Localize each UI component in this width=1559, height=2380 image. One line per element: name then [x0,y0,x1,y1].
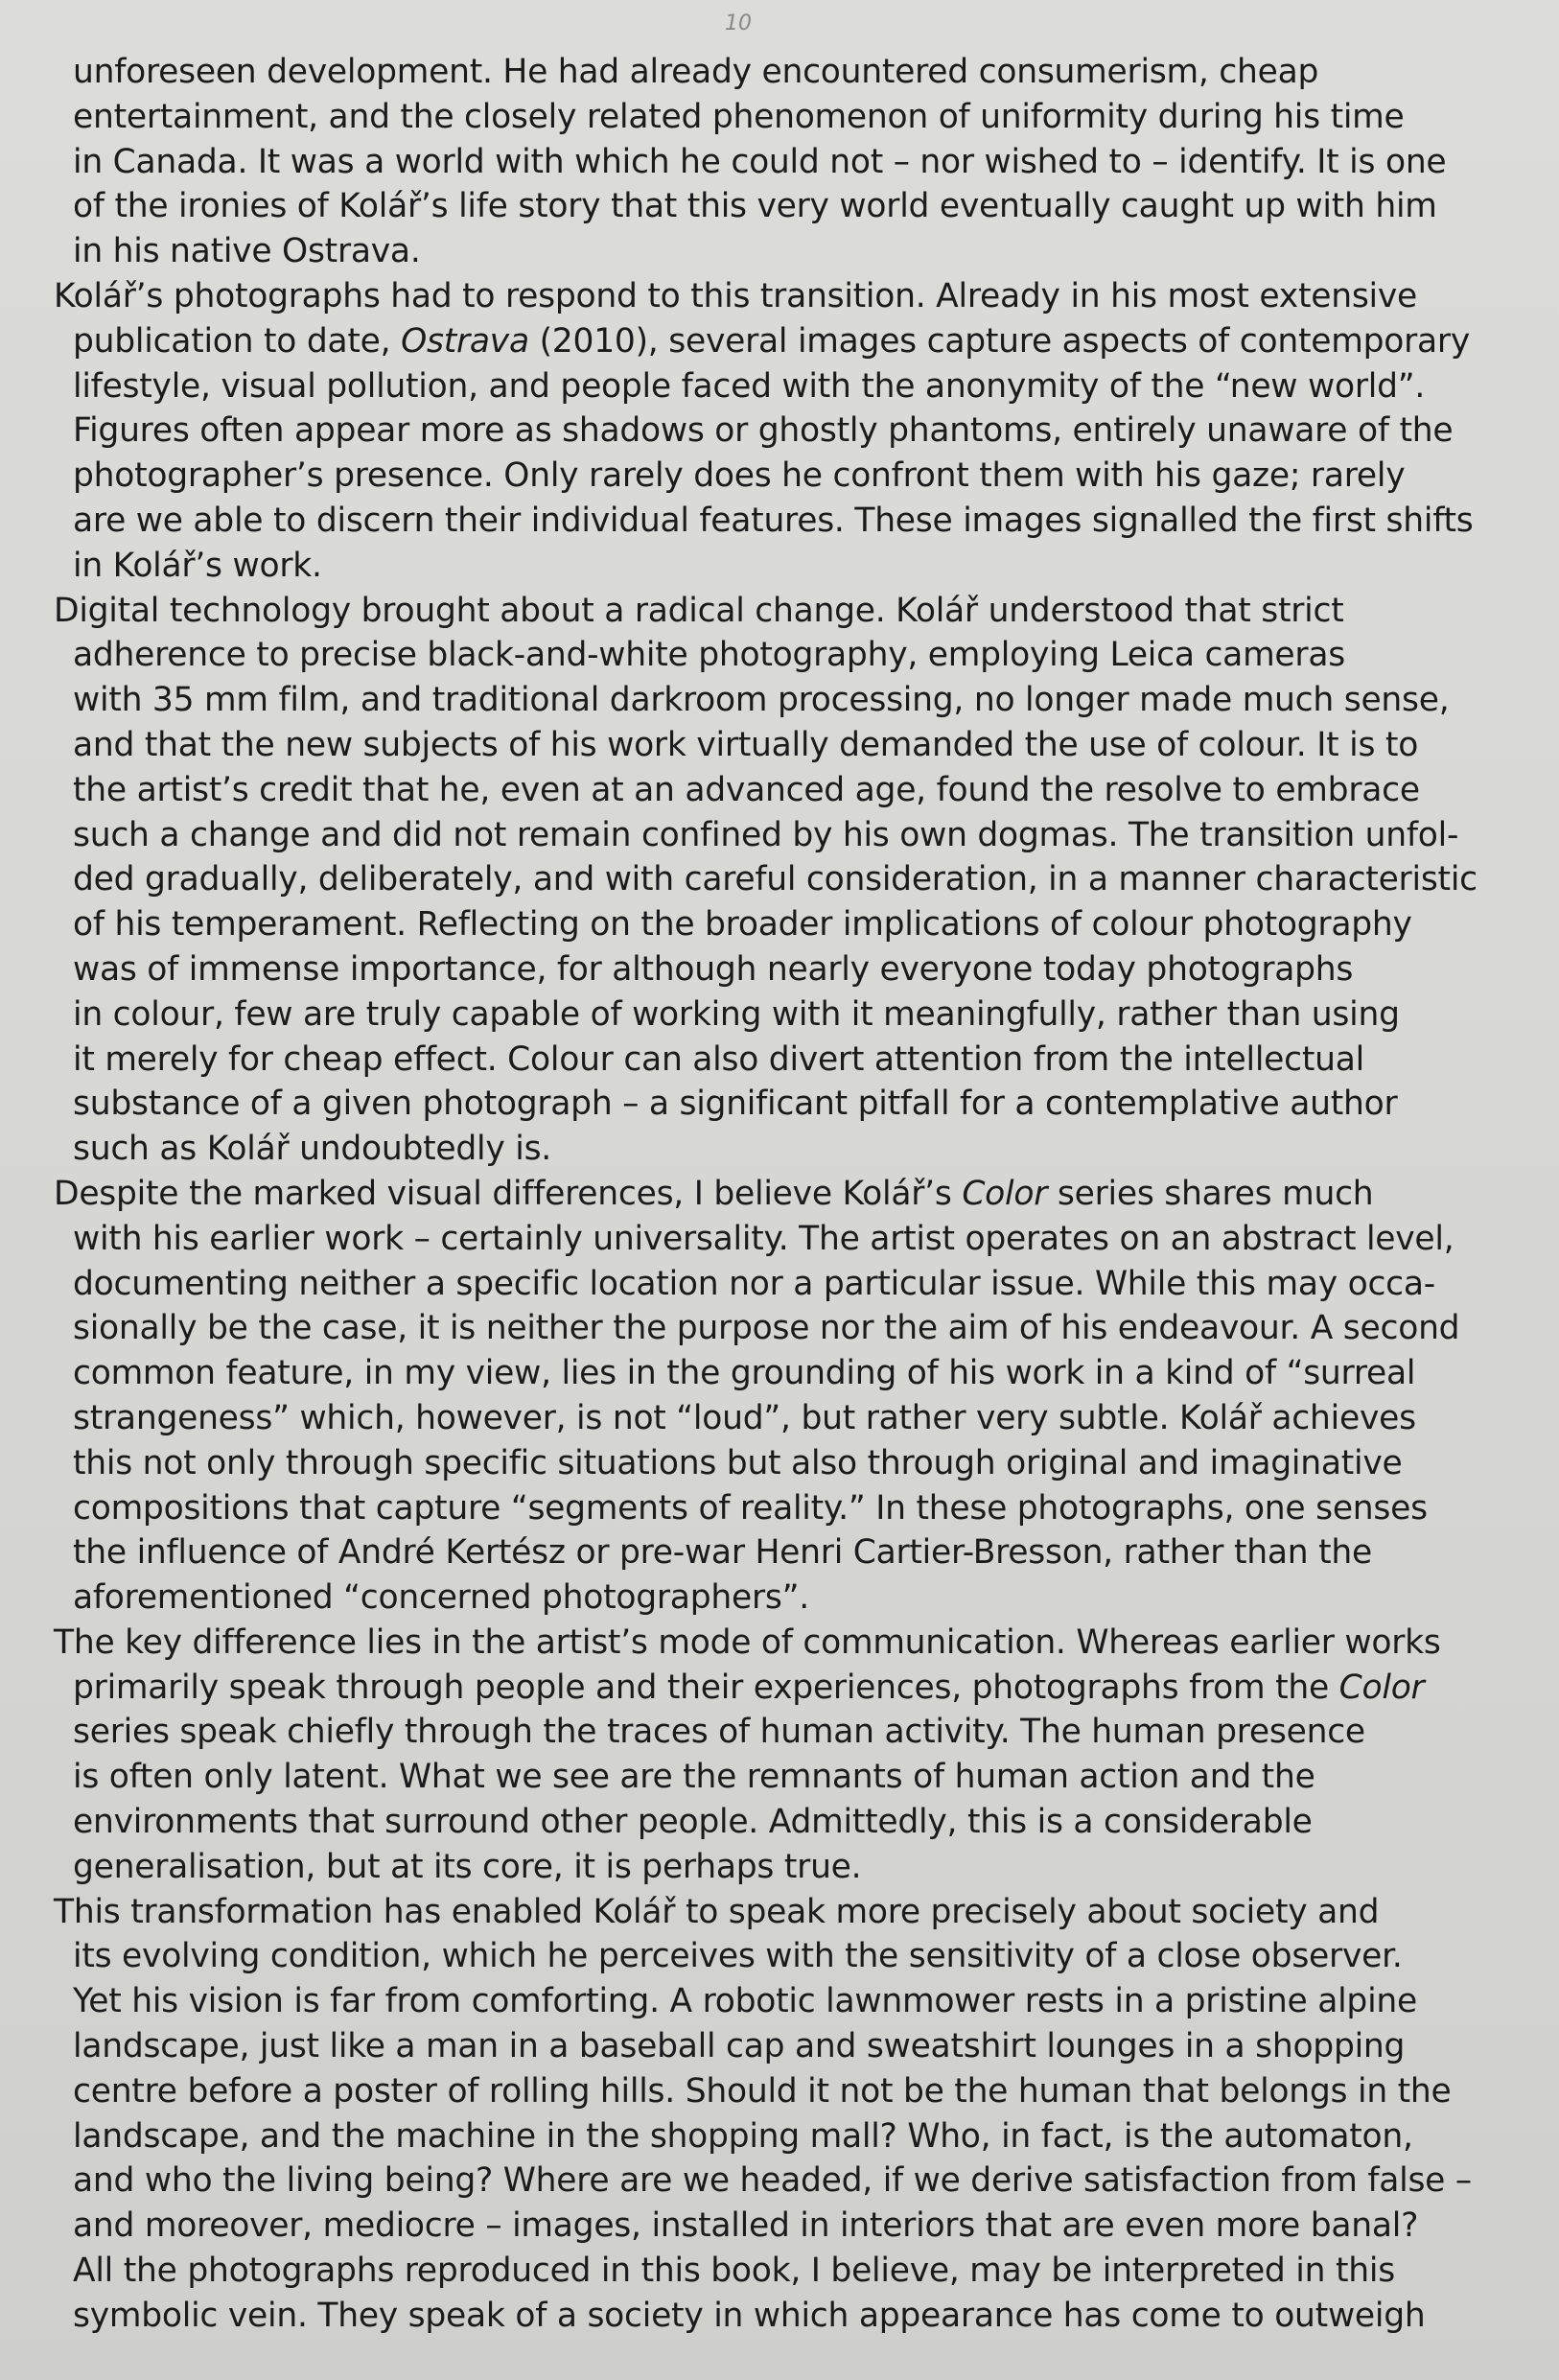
line-text: and that the new subjects of his work virtually demanded the use of colour. It is to [73,725,1419,764]
paragraph-first-line [54,1890,1425,1935]
line-text: of the ironies of Kolář’s life story that this very world eventually caught up with him [73,187,1437,226]
text-line [54,2294,1425,2339]
paragraph-first-line [54,274,1425,319]
line-text: with 35 mm film, and traditional darkroom processing, no longer made much sense, [73,681,1450,720]
text-line [54,1575,1425,1621]
text-line [54,633,1425,678]
line-text: centre before a poster of rolling hills. Should it not be the human that belongs in the [73,2071,1452,2111]
paragraph-first-line [54,589,1425,634]
line-text: The key difference lies in the artist’s mode of communication. Whereas earlier works [54,1622,1441,1662]
text-line [54,1710,1425,1755]
text-line [54,1979,1425,2024]
text-line [54,229,1425,274]
line-text: lifestyle, visual pollution, and people faced with the anonymity of the “new world”. [73,366,1426,406]
line-text: documenting neither a specific location nor a particular issue. While this may occa- [73,1264,1435,1303]
line-text: entertainment, and the closely related phenomenon of uniformity during his time [73,97,1405,136]
line-text: Yet his vision is far from comforting. A robotic lawnmower rests in a pristine alpine [73,1982,1418,2021]
line-text: This transformation has enabled Kolář to speak more precisely about society and [54,1892,1380,1931]
text-line [54,2158,1472,2204]
text-line [54,1755,1425,1800]
line-text: its evolving condition, which he perceives with the sensitivity of a close observer. [73,1937,1403,1976]
text-line [54,1845,1425,1890]
text-line [54,1486,1428,1531]
text-line [54,992,1425,1038]
text-line [54,1530,1425,1575]
line-text: compositions that capture “segments of reality.” In these photographs, one senses [73,1488,1428,1528]
text-line [54,2114,1425,2159]
line-text: unforeseen development. He had already encountered consumerism, cheap [73,53,1319,91]
text-line [54,857,1478,902]
line-text: common feature, in my view, lies in the grounding of his work in a kind of “surreal [73,1354,1416,1393]
line-text: Kolář’s photographs had to respond to this transition. Already in his most extensive [54,276,1418,315]
line-text: series speak chiefly through the traces of human activity. The human presence [73,1713,1365,1752]
line-text: Digital technology brought about a radical change. Kolář understood that strict [54,591,1344,630]
text-line [54,2024,1425,2069]
line-text: strangeness” which, however, is not “loud”, but rather very subtle. Kolář achieves [73,1398,1416,1437]
line-text: aforementioned “concerned photographers”. [73,1578,809,1618]
line-text: adherence to precise black-and-white photography, employing Leica cameras [73,636,1345,675]
line-text: the influence of André Kertész or pre-war Henri Cartier-Bresson, rather than the [73,1533,1372,1573]
text-line [54,1306,1460,1351]
line-text: ded gradually, deliberately, and with careful consideration, in a manner characteristic [73,860,1478,899]
text-line [54,1082,1425,1127]
text-line [54,454,1425,499]
text-line [54,1038,1425,1083]
italic-title: Color [1338,1668,1425,1707]
line-text: in Kolář’s work. [73,546,322,585]
line-text: was of immense importance, for although nearly everyone today photographs [73,949,1354,989]
line-text: Figures often appear more as shadows or ghostly phantoms, entirely unaware of the [73,411,1454,451]
text-line [54,140,1447,185]
line-text: this not only through specific situations but also through original and imaginative [73,1443,1403,1482]
line-text: primarily speak through people and their experiences, photographs from the [73,1668,1339,1707]
line-text: is often only latent. What we see are the remnants of human action and the [73,1758,1315,1797]
line-text: with his earlier work – certainly universality. The artist operates on an abstract level, [73,1219,1454,1258]
line-text: environments that surround other people. Admittedly, this is a considerable [73,1803,1313,1842]
line-text: in Canada. It was a world with which he could not – nor wished to – identify. It is one [73,142,1447,181]
text-line [54,768,1425,813]
line-text: photographer’s presence. Only rarely does he confront them with his gaze; rarely [73,456,1406,496]
text-line [54,1800,1425,1845]
text-line [54,947,1425,992]
line-text: substance of a given photograph – a significant pitfall for a contemplative author [73,1085,1398,1124]
text-line [54,319,1471,364]
line-text: sionally be the case, it is neither the purpose nor the aim of his endeavour. A second [73,1309,1460,1348]
text-line [54,2069,1452,2114]
text-line [54,2204,1425,2249]
paragraph-first-line [54,1172,1425,1217]
line-text: it merely for cheap effect. Colour can also divert attention from the intellectual [73,1039,1364,1079]
line-text-continued: (2010), several images capture aspects of contemporary [528,321,1471,361]
text-line [54,544,1425,589]
line-text: and moreover, mediocre – images, installed in interiors that are even more banal? [73,2206,1419,2246]
line-text: landscape, just like a man in a baseball cap and sweatshirt lounges in a shopping [73,2027,1406,2066]
text-line [54,95,1425,140]
text-line [54,499,1474,544]
line-text: in his native Ostrava. [73,232,421,271]
italic-title: Ostrava [401,321,529,361]
page-number: 10 [725,12,752,35]
text-line [54,364,1425,409]
text-line [54,1217,1454,1262]
line-text: such as Kolář undoubtedly is. [73,1130,552,1169]
line-text-continued: series shares much [1047,1174,1374,1213]
text-line [54,50,1425,95]
text-line [54,1666,1425,1711]
text-line [54,1351,1425,1396]
body-text [54,50,1478,2339]
line-text: landscape, and the machine in the shopping mall? Who, in fact, is the automaton, [73,2116,1413,2156]
text-line [54,813,1459,858]
line-text: the artist’s credit that he, even at an advanced age, found the resolve to embrace [73,770,1420,809]
text-line [54,902,1425,947]
line-text: such a change and did not remain confined by his own dogmas. The transition unfol- [73,815,1459,854]
text-line [54,1934,1425,1979]
text-line [54,408,1454,454]
line-text: in colour, few are truly capable of working with it meaningfully, rather than using [73,994,1400,1034]
paragraph-first-line [54,1621,1441,1666]
line-text: symbolic vein. They speak of a society in which appearance has come to outweigh [73,2296,1426,2335]
line-text: and who the living being? Where are we headed, if we derive satisfaction from false – [73,2161,1472,2201]
line-text: of his temperament. Reflecting on the broader implications of colour photography [73,905,1412,945]
text-line [54,184,1437,229]
line-text: publication to date, [73,321,402,361]
line-text: generalisation, but at its core, it is perhaps true. [73,1847,862,1886]
line-text: are we able to discern their individual features. These images signalled the first shifts [73,501,1474,540]
text-line [54,1396,1425,1441]
text-line [54,1262,1435,1307]
italic-title: Color [962,1174,1048,1213]
text-line [54,2249,1425,2294]
text-line [54,1441,1425,1486]
line-text: Despite the marked visual differences, I believe Kolář’s [54,1174,963,1213]
text-line [54,723,1425,768]
text-line [54,678,1450,723]
line-text: All the photographs reproduced in this book, I believe, may be interpreted in this [73,2252,1395,2291]
text-line [54,1127,1425,1172]
